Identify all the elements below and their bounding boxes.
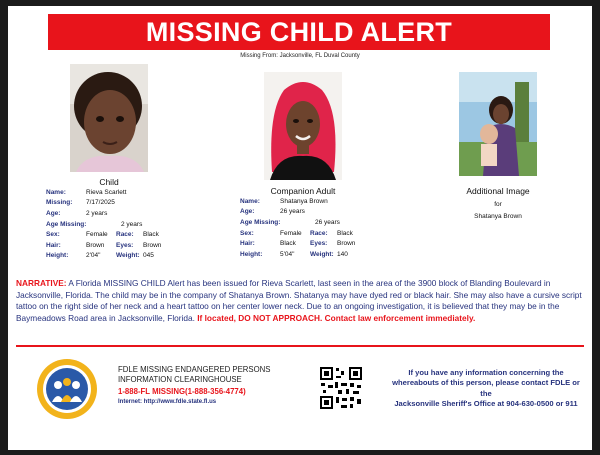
narrative-label: NARRATIVE:: [16, 278, 67, 288]
missing-from-line: Missing From: Jacksonville, FL Duval County: [240, 53, 360, 59]
label-age: Age:: [240, 208, 255, 216]
child-heading: Child: [99, 177, 119, 187]
label-weight: Weight:: [310, 250, 334, 258]
label-height: Height:: [240, 250, 263, 258]
narrative-paragraph: [16, 278, 584, 324]
child-info: [46, 187, 161, 261]
fdle-phone[interactable]: 1-888-FL MISSING(1-888-356-4774): [118, 387, 246, 396]
alert-banner: MISSING CHILD ALERT: [48, 14, 550, 50]
companion-height: 5'04": [280, 250, 295, 258]
missing-endangered-persons-logo-icon: [36, 358, 98, 420]
fdle-org-name: [118, 365, 271, 385]
label-sex: Sex:: [46, 231, 60, 239]
label-name: Name:: [240, 197, 260, 205]
label-hair: Hair:: [240, 240, 255, 248]
companion-hair: Black: [280, 240, 296, 248]
internet-label: Internet:: [118, 399, 144, 405]
companion-photo: [264, 72, 342, 180]
contact-line1: If you have any information concerning the: [408, 368, 564, 377]
label-missing: Missing:: [46, 199, 73, 207]
fdle-org-line1: FDLE MISSING ENDANGERED PERSONS: [118, 365, 271, 374]
contact-line2: whereabouts of this person, please contact FDLE or the: [392, 378, 580, 398]
companion-name: Shatanya Brown: [280, 197, 328, 205]
child-sex: Female: [86, 231, 108, 239]
label-race: Race:: [116, 231, 134, 239]
contact-info: [388, 368, 584, 409]
narrative-warning: If located, DO NOT APPROACH. Contact law enforcement immediately.: [197, 312, 476, 323]
narrative-text: A Florida MISSING CHILD Alert has been issued for Rieva Scarlett, last seen in the area of the 3900 block of Blanding Boulevard in Jacksonville, Florida. The child may be in the company of Shatanya Brown. Shatanya may have dyed red or black hair. She may also have a cursive script tattoo on the right side of her neck and a heart tattoo on her center lower neck. Due to an ongoing investigation, it is believed that they may be in the Baymeadows Road area in Jacksonville, Florida.: [16, 278, 582, 323]
qr-code-icon[interactable]: [319, 366, 363, 410]
label-age-missing: Age Missing:: [240, 218, 281, 226]
label-race: Race:: [310, 229, 328, 237]
label-hair: Hair:: [46, 241, 61, 249]
child-name: Rieva Scarlett: [86, 188, 127, 196]
child-hair: Brown: [86, 241, 105, 249]
contact-line3: Jacksonville Sheriff's Office at 904-630-0500 or 911: [394, 398, 578, 408]
companion-heading: Companion Adult: [270, 186, 336, 196]
companion-age: 26 years: [280, 208, 305, 216]
additional-for: for: [494, 201, 502, 208]
child-age-missing: 2 years: [121, 220, 143, 228]
child-photo: [70, 64, 148, 172]
child-height: 2'04": [86, 252, 101, 260]
child-missing-date: 7/17/2025: [86, 199, 115, 207]
label-name: Name:: [46, 188, 66, 196]
companion-race: Black: [337, 229, 353, 237]
companion-weight: 140: [337, 250, 348, 258]
label-sex: Sex:: [240, 229, 254, 237]
alert-poster: [8, 6, 592, 450]
child-eyes: Brown: [143, 241, 162, 249]
additional-photo: [459, 72, 537, 176]
label-eyes: Eyes:: [116, 241, 134, 249]
section-divider: [16, 345, 584, 347]
child-race: Black: [143, 231, 159, 239]
label-age: Age:: [46, 209, 61, 217]
label-eyes: Eyes:: [310, 240, 328, 248]
companion-info: [240, 196, 355, 260]
additional-heading: Additional Image: [466, 186, 530, 196]
companion-eyes: Brown: [337, 240, 356, 248]
label-weight: Weight:: [116, 252, 140, 260]
fdle-org-line2: INFORMATION CLEARINGHOUSE: [118, 375, 242, 384]
internet-url[interactable]: http://www.fdle.state.fl.us: [143, 399, 217, 405]
additional-name: Shatanya Brown: [474, 213, 522, 220]
label-height: Height:: [46, 252, 69, 260]
companion-sex: Female: [280, 229, 302, 237]
label-age-missing: Age Missing:: [46, 220, 87, 228]
companion-age-missing: 26 years: [315, 218, 340, 226]
child-age: 2 years: [86, 209, 108, 217]
child-weight: 045: [143, 252, 154, 260]
fdle-website[interactable]: [118, 399, 216, 405]
